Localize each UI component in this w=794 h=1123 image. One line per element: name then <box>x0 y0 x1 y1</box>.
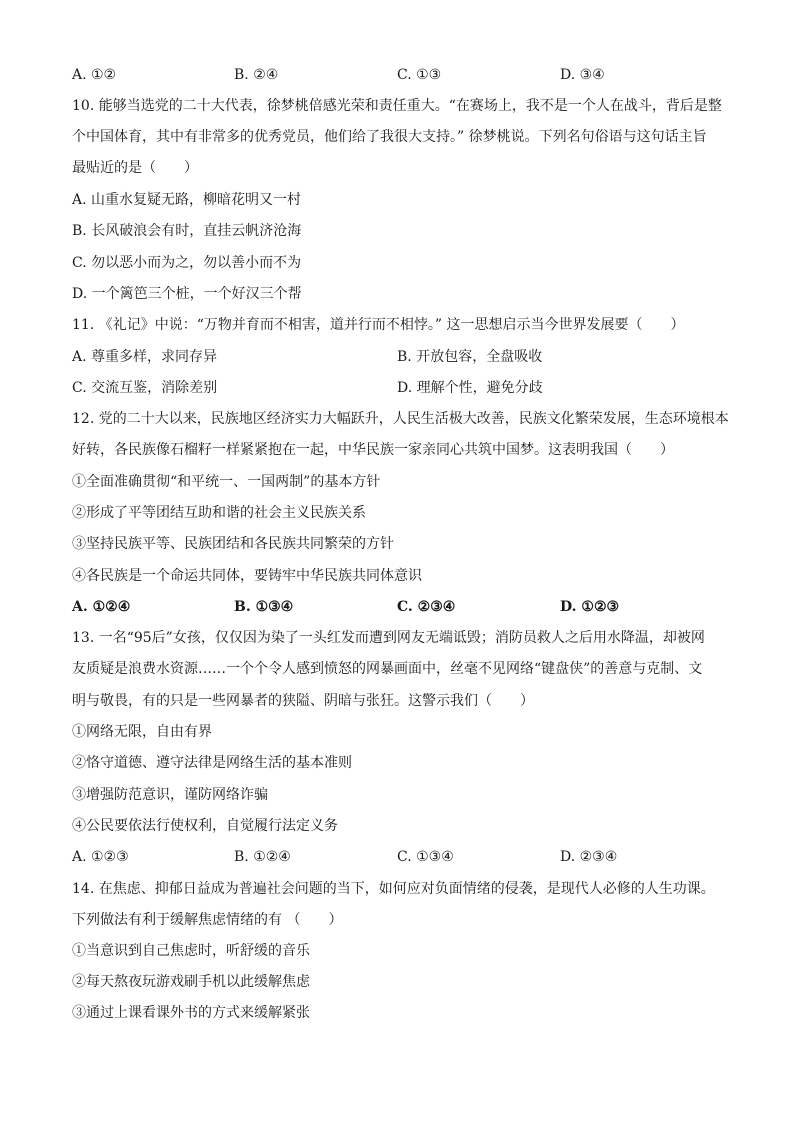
q12-option-b: B. ①③④ <box>234 599 294 615</box>
q13-statement-4: ④公民要依法行使权利，自觉履行法定义务 <box>72 818 338 834</box>
option-c: C. ①③ <box>397 67 442 83</box>
q12-option-d: D. ①②③ <box>560 599 620 615</box>
q13-stem-line-3: 明与敬畏，有的只是一些网暴者的狭隘、阴暗与张狂。这警示我们（ ） <box>72 693 534 709</box>
q10-option-b: B. 长风破浪会有时，直挂云帆济沧海 <box>72 223 302 239</box>
q13-statement-2: ②恪守道德、遵守法律是网络生活的基本准则 <box>72 755 352 771</box>
q11-option-a: A. 尊重多样，求同存异 <box>72 349 218 365</box>
q12-option-a: A. ①②④ <box>72 599 131 615</box>
q10-option-a: A. 山重水复疑无路，柳暗花明又一村 <box>72 192 302 208</box>
q11-option-d: D. 理解个性，避免分歧 <box>397 380 543 396</box>
q10-stem-line-3: 最贴近的是（ ） <box>72 160 198 176</box>
option-a: A. ①② <box>72 67 117 83</box>
q10-stem-line-1: 10. 能够当选党的二十大代表，徐梦桃倍感光荣和责任重大。“在赛场上，我不是一个人在战斗，背后是整 <box>72 98 722 114</box>
q11-options-row-1 <box>72 347 722 367</box>
q9-options <box>72 65 722 85</box>
q13-stem-line-2: 友质疑是浪费水资源……一个个令人感到愤怒的网暴画面中，丝毫不见网络“键盘侠”的善意与克制、文 <box>72 661 703 677</box>
q13-statement-1: ①网络无限，自由有界 <box>72 724 212 740</box>
option-b: B. ②④ <box>234 67 279 83</box>
q12-statement-3: ③坚持民族平等、民族团结和各民族共同繁荣的方针 <box>72 536 394 552</box>
q12-stem-line-2: 好转，各民族像石榴籽一样紧紧抱在一起，中华民族一家亲同心共筑中国梦。这表明我国（ ） <box>72 442 674 458</box>
q14-stem-line-2: 下列做法有利于缓解焦虑情绪的有 （ ） <box>72 912 343 928</box>
q11-option-b: B. 开放包容，全盘吸收 <box>397 349 543 365</box>
q13-stem-line-1: 13. 一名“95后”女孩，仅仅因为染了一头红发而遭到网友无端诋毁；消防员救人之后用水降温，却被网 <box>72 630 705 646</box>
q14-statement-2: ②每天熬夜玩游戏刷手机以此缓解焦虑 <box>72 974 310 990</box>
q14-stem-line-1: 14. 在焦虑、抑郁日益成为普遍社会问题的当下，如何应对负面情绪的侵袭，是现代人必修的人生功课。 <box>72 881 715 897</box>
q12-statement-1: ①全面准确贯彻“和平统一、一国两制”的基本方针 <box>72 474 381 490</box>
option-d: D. ③④ <box>560 67 605 83</box>
q12-statement-2: ②形成了平等团结互助和谐的社会主义民族关系 <box>72 505 366 521</box>
q11-option-c: C. 交流互鉴，消除差别 <box>72 380 218 396</box>
q12-stem-line-1: 12. 党的二十大以来，民族地区经济实力大幅跃升，人民生活极大改善，民族文化繁荣发展，生态环境根本 <box>72 411 729 427</box>
q10-stem-line-2: 个中国体育，其中有非常多的优秀党员，他们给了我很大支持。” 徐梦桃说。下列名句俗语与这句话主旨 <box>72 129 707 145</box>
q10-option-c: C. 勿以恶小而为之，勿以善小而不为 <box>72 255 302 271</box>
q13-option-d: D. ②③④ <box>560 849 618 865</box>
q13-statement-3: ③增强防范意识，谨防网络诈骗 <box>72 787 268 803</box>
q13-option-c: C. ①③④ <box>397 849 454 865</box>
q13-options <box>72 847 722 867</box>
q10-option-d: D. 一个篱笆三个桩，一个好汉三个帮 <box>72 286 302 302</box>
q13-option-a: A. ①②③ <box>72 849 129 865</box>
q12-statement-4: ④各民族是一个命运共同体，要铸牢中华民族共同体意识 <box>72 568 422 584</box>
q14-statement-1: ①当意识到自己焦虑时，听舒缓的音乐 <box>72 943 310 959</box>
q12-options <box>72 597 722 617</box>
q14-statement-3: ③通过上课看课外书的方式来缓解紧张 <box>72 1005 310 1021</box>
q11-stem-line-1: 11. 《礼记》中说：“万物并育而不相害，道并行而不相悖。” 这一思想启示当今世界发展要（ ） <box>72 317 685 333</box>
q11-options-row-2 <box>72 378 722 398</box>
q13-option-b: B. ①②④ <box>234 849 291 865</box>
q12-option-c: C. ②③④ <box>397 599 456 615</box>
